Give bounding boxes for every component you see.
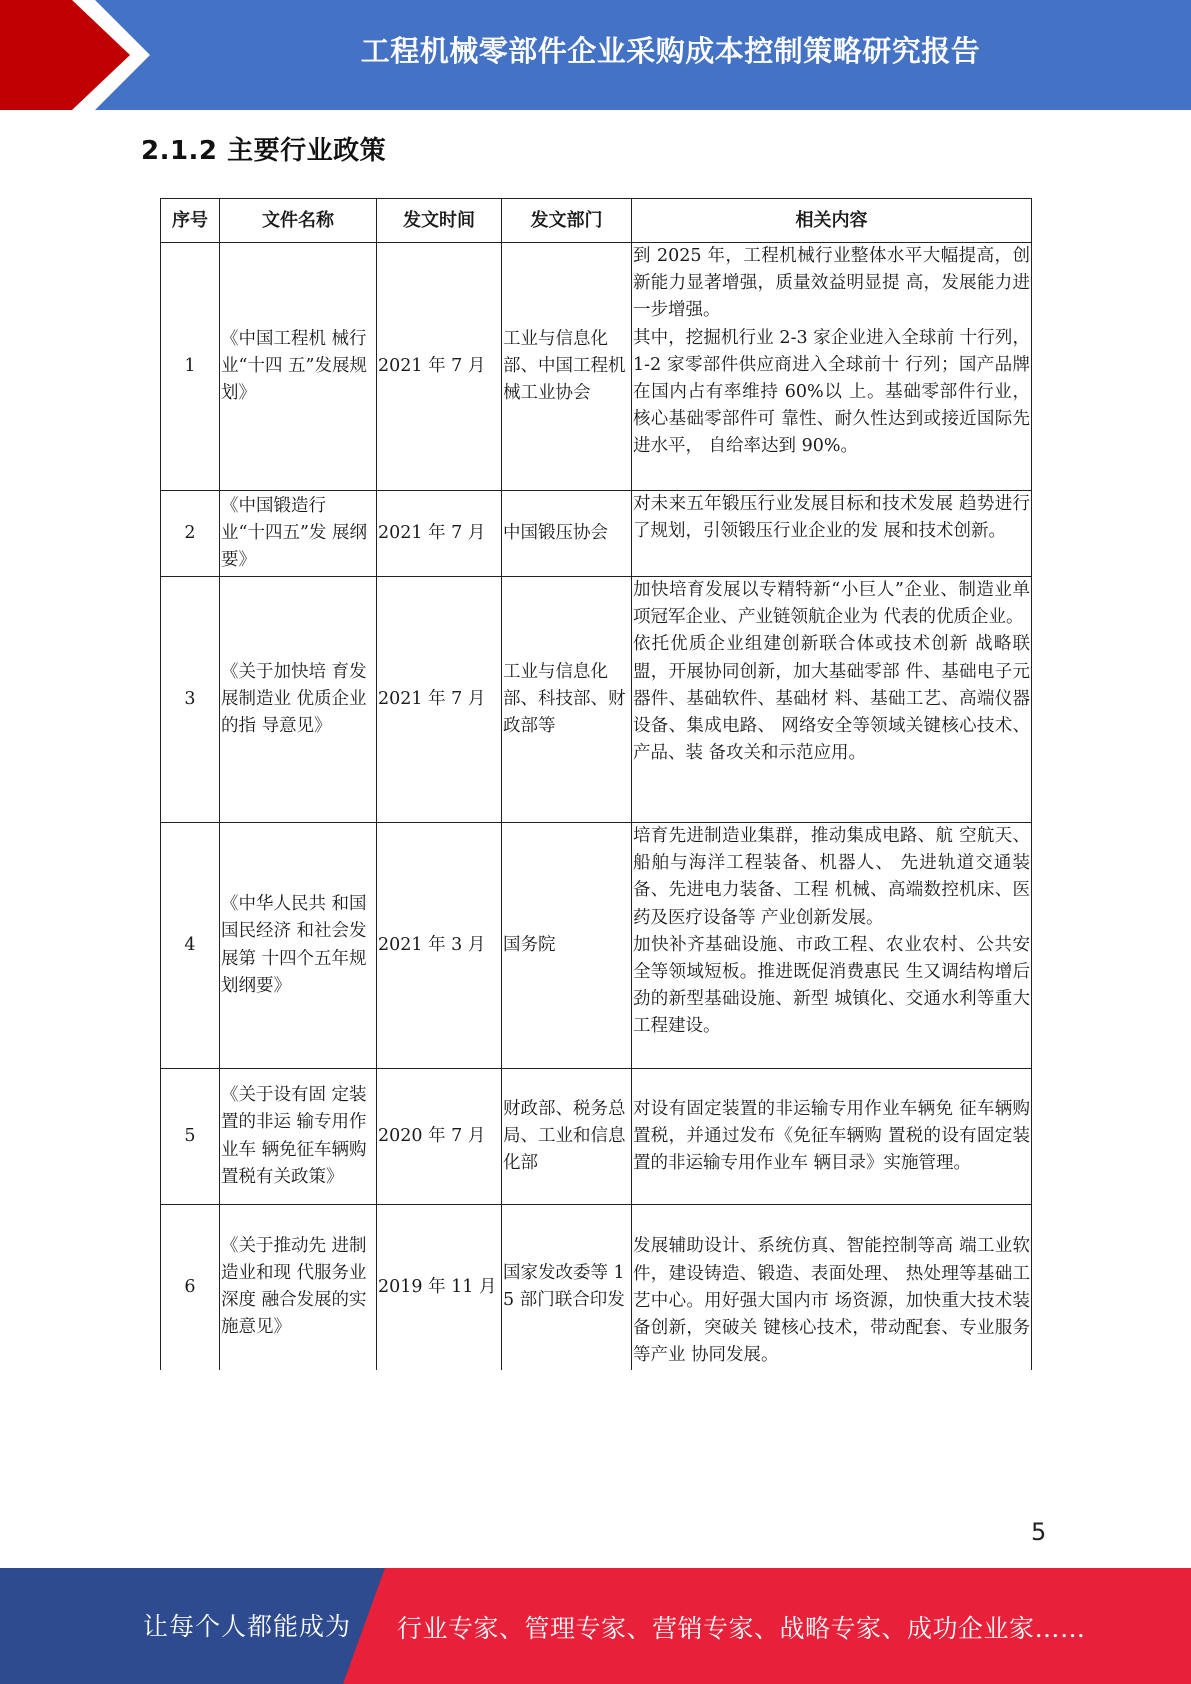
issuing-department: 财政部、税务总局、工业和信息化部: [502, 1069, 632, 1205]
issue-date: 2021 年 7 月: [377, 491, 502, 577]
issue-date: 2019 年 11 月: [377, 1205, 502, 1370]
header-cell-content: 相关内容: [632, 199, 1032, 243]
footer-slogan-left: 让每个人都能成为: [143, 1612, 352, 1641]
row-number: 3: [161, 577, 220, 823]
document-name: 《中国工程机 械行业“十四 五”发展规划》: [220, 243, 377, 491]
footer-banner: [0, 1568, 1191, 1684]
table-row: [161, 1205, 1032, 1370]
table-row: [161, 243, 1032, 491]
header-cell-dept: 发文部门: [502, 199, 632, 243]
content-paragraph: 到 2025 年，工程机械行业整体水平大幅提高，创新能力显著增强，质量效益明显提 高，发展能力进一步增强。: [633, 246, 1030, 321]
content-paragraph: 加快补齐基础设施、市政工程、农业农村、公共安全等领域短板。推进既促消费惠民 生又调结构增后劲的新型基础设施、新型 城镇化、交通水利等重大工程建设。: [633, 934, 1030, 1037]
content-paragraph: 依托优质企业组建创新联合体或技术创新 战略联盟，开展协同创新，加大基础零部 件、基础电子元器件、基础软件、基础材 料、基础工艺、高端仪器设备、集成电路、 网络安全等领域关键核心技术、产品、装 备攻关和示范应用。: [633, 634, 1030, 764]
document-name: 《中华人民共 和国国民经济 和社会发展第 十四个五年规 划纲要》: [220, 823, 377, 1069]
issue-date: 2021 年 3 月: [377, 823, 502, 1069]
content-paragraph: 培育先进制造业集群，推动集成电路、航 空航天、船舶与海洋工程装备、机器人、 先进轨道交通装备、先进电力装备、工程 机械、高端数控机床、医药及医疗设备等 产业创新发展。: [633, 826, 1030, 928]
header-cell-no: 序号: [161, 199, 220, 243]
issue-date: 2020 年 7 月: [377, 1069, 502, 1205]
issuing-department: 国务院: [502, 823, 632, 1069]
row-number: 4: [161, 823, 220, 1069]
row-number: 2: [161, 491, 220, 577]
header-banner: [0, 0, 1191, 110]
document-name: 《关于加快培 育发展制造业 优质企业的指 导意见》: [220, 577, 377, 823]
content-paragraph: 其中，挖掘机行业 2-3 家企业进入全球前 十行列，1-2 家零部件供应商进入全球前十 行列；国产品牌在国内占有率维持 60%以 上。基础零部件行业，核心基础零部件可 靠性、耐久性达到或接近国际先进水平， 自给率达到 90%。: [633, 327, 1030, 457]
related-content: [632, 1069, 1032, 1205]
issuing-department: 国家发改委等 15 部门联合印发: [502, 1205, 632, 1370]
document-name: 《关于推动先 进制造业和现 代服务业深度 融合发展的实 施意见》: [220, 1205, 377, 1370]
content-paragraph: 发展辅助设计、系统仿真、智能控制等高 端工业软件，建设铸造、锻造、表面处理、 热处理等基础工艺中心。用好强大国内市 场资源，加快重大技术装备创新，突破关 键核心技术，带动配套、专业服务等产业 协同发展。: [633, 1236, 1030, 1366]
table-row: [161, 577, 1032, 823]
table-header-row: [161, 199, 1032, 243]
row-number: 5: [161, 1069, 220, 1205]
table-row: [161, 491, 1032, 577]
policy-table: [160, 198, 1032, 1370]
document-name: 《中国锻造行 业“十四五”发 展纲要》: [220, 491, 377, 577]
issue-date: 2021 年 7 月: [377, 577, 502, 823]
report-title: 工程机械零部件企业采购成本控制策略研究报告: [360, 34, 981, 68]
related-content: [632, 577, 1032, 823]
content-paragraph: 加快培育发展以专精特新“小巨人”企业、制造业单项冠军企业、产业链领航企业为 代表的优质企业。: [633, 580, 1030, 628]
related-content: [632, 823, 1032, 1069]
content-paragraph: 对未来五年锻压行业发展目标和技术发展 趋势进行了规划，引领锻压行业企业的发 展和技术创新。: [633, 494, 1030, 542]
page-number: 5: [1031, 1518, 1047, 1546]
header-cell-date: 发文时间: [377, 199, 502, 243]
document-name: 《关于设有固 定装置的非运 输专用作业车 辆免征车辆购 置税有关政策》: [220, 1069, 377, 1205]
issuing-department: 工业与信息化部、中国工程机械工业协会: [502, 243, 632, 491]
issue-date: 2021 年 7 月: [377, 243, 502, 491]
table-row: [161, 1069, 1032, 1205]
related-content: [632, 243, 1032, 491]
related-content: [632, 491, 1032, 577]
section-heading: 2.1.2 主要行业政策: [141, 136, 387, 166]
header-cell-name: 文件名称: [220, 199, 377, 243]
footer-slogan-right: 行业专家、管理专家、营销专家、战略专家、成功企业家……: [397, 1614, 1086, 1643]
related-content: [632, 1205, 1032, 1370]
row-number: 1: [161, 243, 220, 491]
table-row: [161, 823, 1032, 1069]
issuing-department: 中国锻压协会: [502, 491, 632, 577]
content-paragraph: 对设有固定装置的非运输专用作业车辆免 征车辆购置税，并通过发布《免征车辆购 置税的设有固定装置的非运输专用作业车 辆目录》实施管理。: [633, 1098, 1030, 1174]
row-number: 6: [161, 1205, 220, 1370]
issuing-department: 工业与信息化部、科技部、财政部等: [502, 577, 632, 823]
